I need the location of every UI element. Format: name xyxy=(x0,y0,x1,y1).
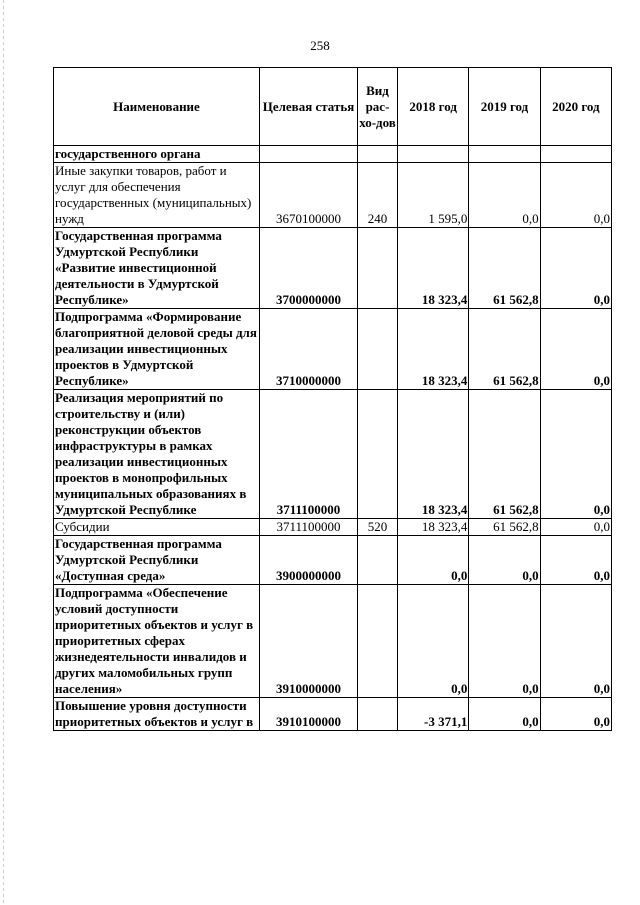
cell-vid xyxy=(358,390,398,519)
table-row xyxy=(54,390,612,519)
cell-y2019: 0,0 xyxy=(469,536,540,585)
cell-y2020: 0,0 xyxy=(540,698,611,731)
cell-y2020: 0,0 xyxy=(540,228,611,309)
table-row xyxy=(54,585,612,698)
header-2020: 2020 год xyxy=(540,68,611,146)
cell-y2019 xyxy=(469,146,540,163)
page-edge-dots xyxy=(3,0,4,905)
cell-code: 3711100000 xyxy=(260,519,358,536)
table-row xyxy=(54,698,612,731)
cell-y2020: 0,0 xyxy=(540,536,611,585)
cell-name: государственного органа xyxy=(54,146,260,163)
table-row xyxy=(54,163,612,228)
cell-name: Реализация мероприятий по строительству и (или) реконструкции объектов инфраструктуры в рамках реализации инвестиционных проектов в монопрофильных муниципальных образованиях в Удмуртской Республике xyxy=(54,390,260,519)
cell-y2018: 18 323,4 xyxy=(398,390,469,519)
cell-y2020: 0,0 xyxy=(540,585,611,698)
cell-y2020 xyxy=(540,146,611,163)
cell-vid xyxy=(358,146,398,163)
cell-code: 3900000000 xyxy=(260,536,358,585)
cell-code: 3700000000 xyxy=(260,228,358,309)
cell-y2019: 61 562,8 xyxy=(469,390,540,519)
table-body xyxy=(54,146,612,731)
cell-y2018: 18 323,4 xyxy=(398,519,469,536)
cell-name: Субсидии xyxy=(54,519,260,536)
cell-y2019: 0,0 xyxy=(469,698,540,731)
cell-y2019: 0,0 xyxy=(469,585,540,698)
cell-y2018: -3 371,1 xyxy=(398,698,469,731)
cell-name: Государственная программа Удмуртской Республики «Развитие инвестиционной деятельности в Удмуртской Республике» xyxy=(54,228,260,309)
cell-y2018: 0,0 xyxy=(398,536,469,585)
cell-y2019: 61 562,8 xyxy=(469,519,540,536)
cell-vid xyxy=(358,309,398,390)
cell-y2018: 1 595,0 xyxy=(398,163,469,228)
cell-y2019: 0,0 xyxy=(469,163,540,228)
page-number: 258 xyxy=(310,38,330,53)
header-2018: 2018 год xyxy=(398,68,469,146)
cell-vid xyxy=(358,585,398,698)
cell-vid xyxy=(358,536,398,585)
cell-y2018: 0,0 xyxy=(398,585,469,698)
cell-y2020: 0,0 xyxy=(540,309,611,390)
cell-y2018: 18 323,4 xyxy=(398,309,469,390)
cell-code: 3670100000 xyxy=(260,163,358,228)
cell-vid: 520 xyxy=(358,519,398,536)
cell-name: Иные закупки товаров, работ и услуг для обеспечения государственных (муниципальных) нужд xyxy=(54,163,260,228)
cell-code: 3910000000 xyxy=(260,585,358,698)
cell-code xyxy=(260,146,358,163)
cell-code: 3910100000 xyxy=(260,698,358,731)
table-row xyxy=(54,519,612,536)
cell-vid: 240 xyxy=(358,163,398,228)
cell-y2020: 0,0 xyxy=(540,519,611,536)
table-row xyxy=(54,146,612,163)
cell-code: 3710000000 xyxy=(260,309,358,390)
header-2019: 2019 год xyxy=(469,68,540,146)
cell-vid xyxy=(358,228,398,309)
cell-name: Государственная программа Удмуртской Республики «Доступная среда» xyxy=(54,536,260,585)
budget-table xyxy=(53,67,612,731)
table-header-row xyxy=(54,68,612,146)
cell-y2020: 0,0 xyxy=(540,163,611,228)
cell-y2020: 0,0 xyxy=(540,390,611,519)
cell-code: 3711100000 xyxy=(260,390,358,519)
table-row xyxy=(54,228,612,309)
table-row xyxy=(54,309,612,390)
cell-y2018 xyxy=(398,146,469,163)
cell-vid xyxy=(358,698,398,731)
header-name: Наименование xyxy=(54,68,260,146)
cell-name: Подпрограмма «Формирование благоприятной деловой среды для реализации инвестиционных проектов в Удмуртской Республике» xyxy=(54,309,260,390)
header-code: Целевая статья xyxy=(260,68,358,146)
table-row xyxy=(54,536,612,585)
cell-y2019: 61 562,8 xyxy=(469,228,540,309)
cell-y2018: 18 323,4 xyxy=(398,228,469,309)
cell-y2019: 61 562,8 xyxy=(469,309,540,390)
header-vid: Вид рас-хо-дов xyxy=(358,68,398,146)
cell-name: Повышение уровня доступности приоритетных объектов и услуг в xyxy=(54,698,260,731)
cell-name: Подпрограмма «Обеспечение условий доступности приоритетных объектов и услуг в приоритетных сферах жизнедеятельности инвалидов и других маломобильных групп населения» xyxy=(54,585,260,698)
